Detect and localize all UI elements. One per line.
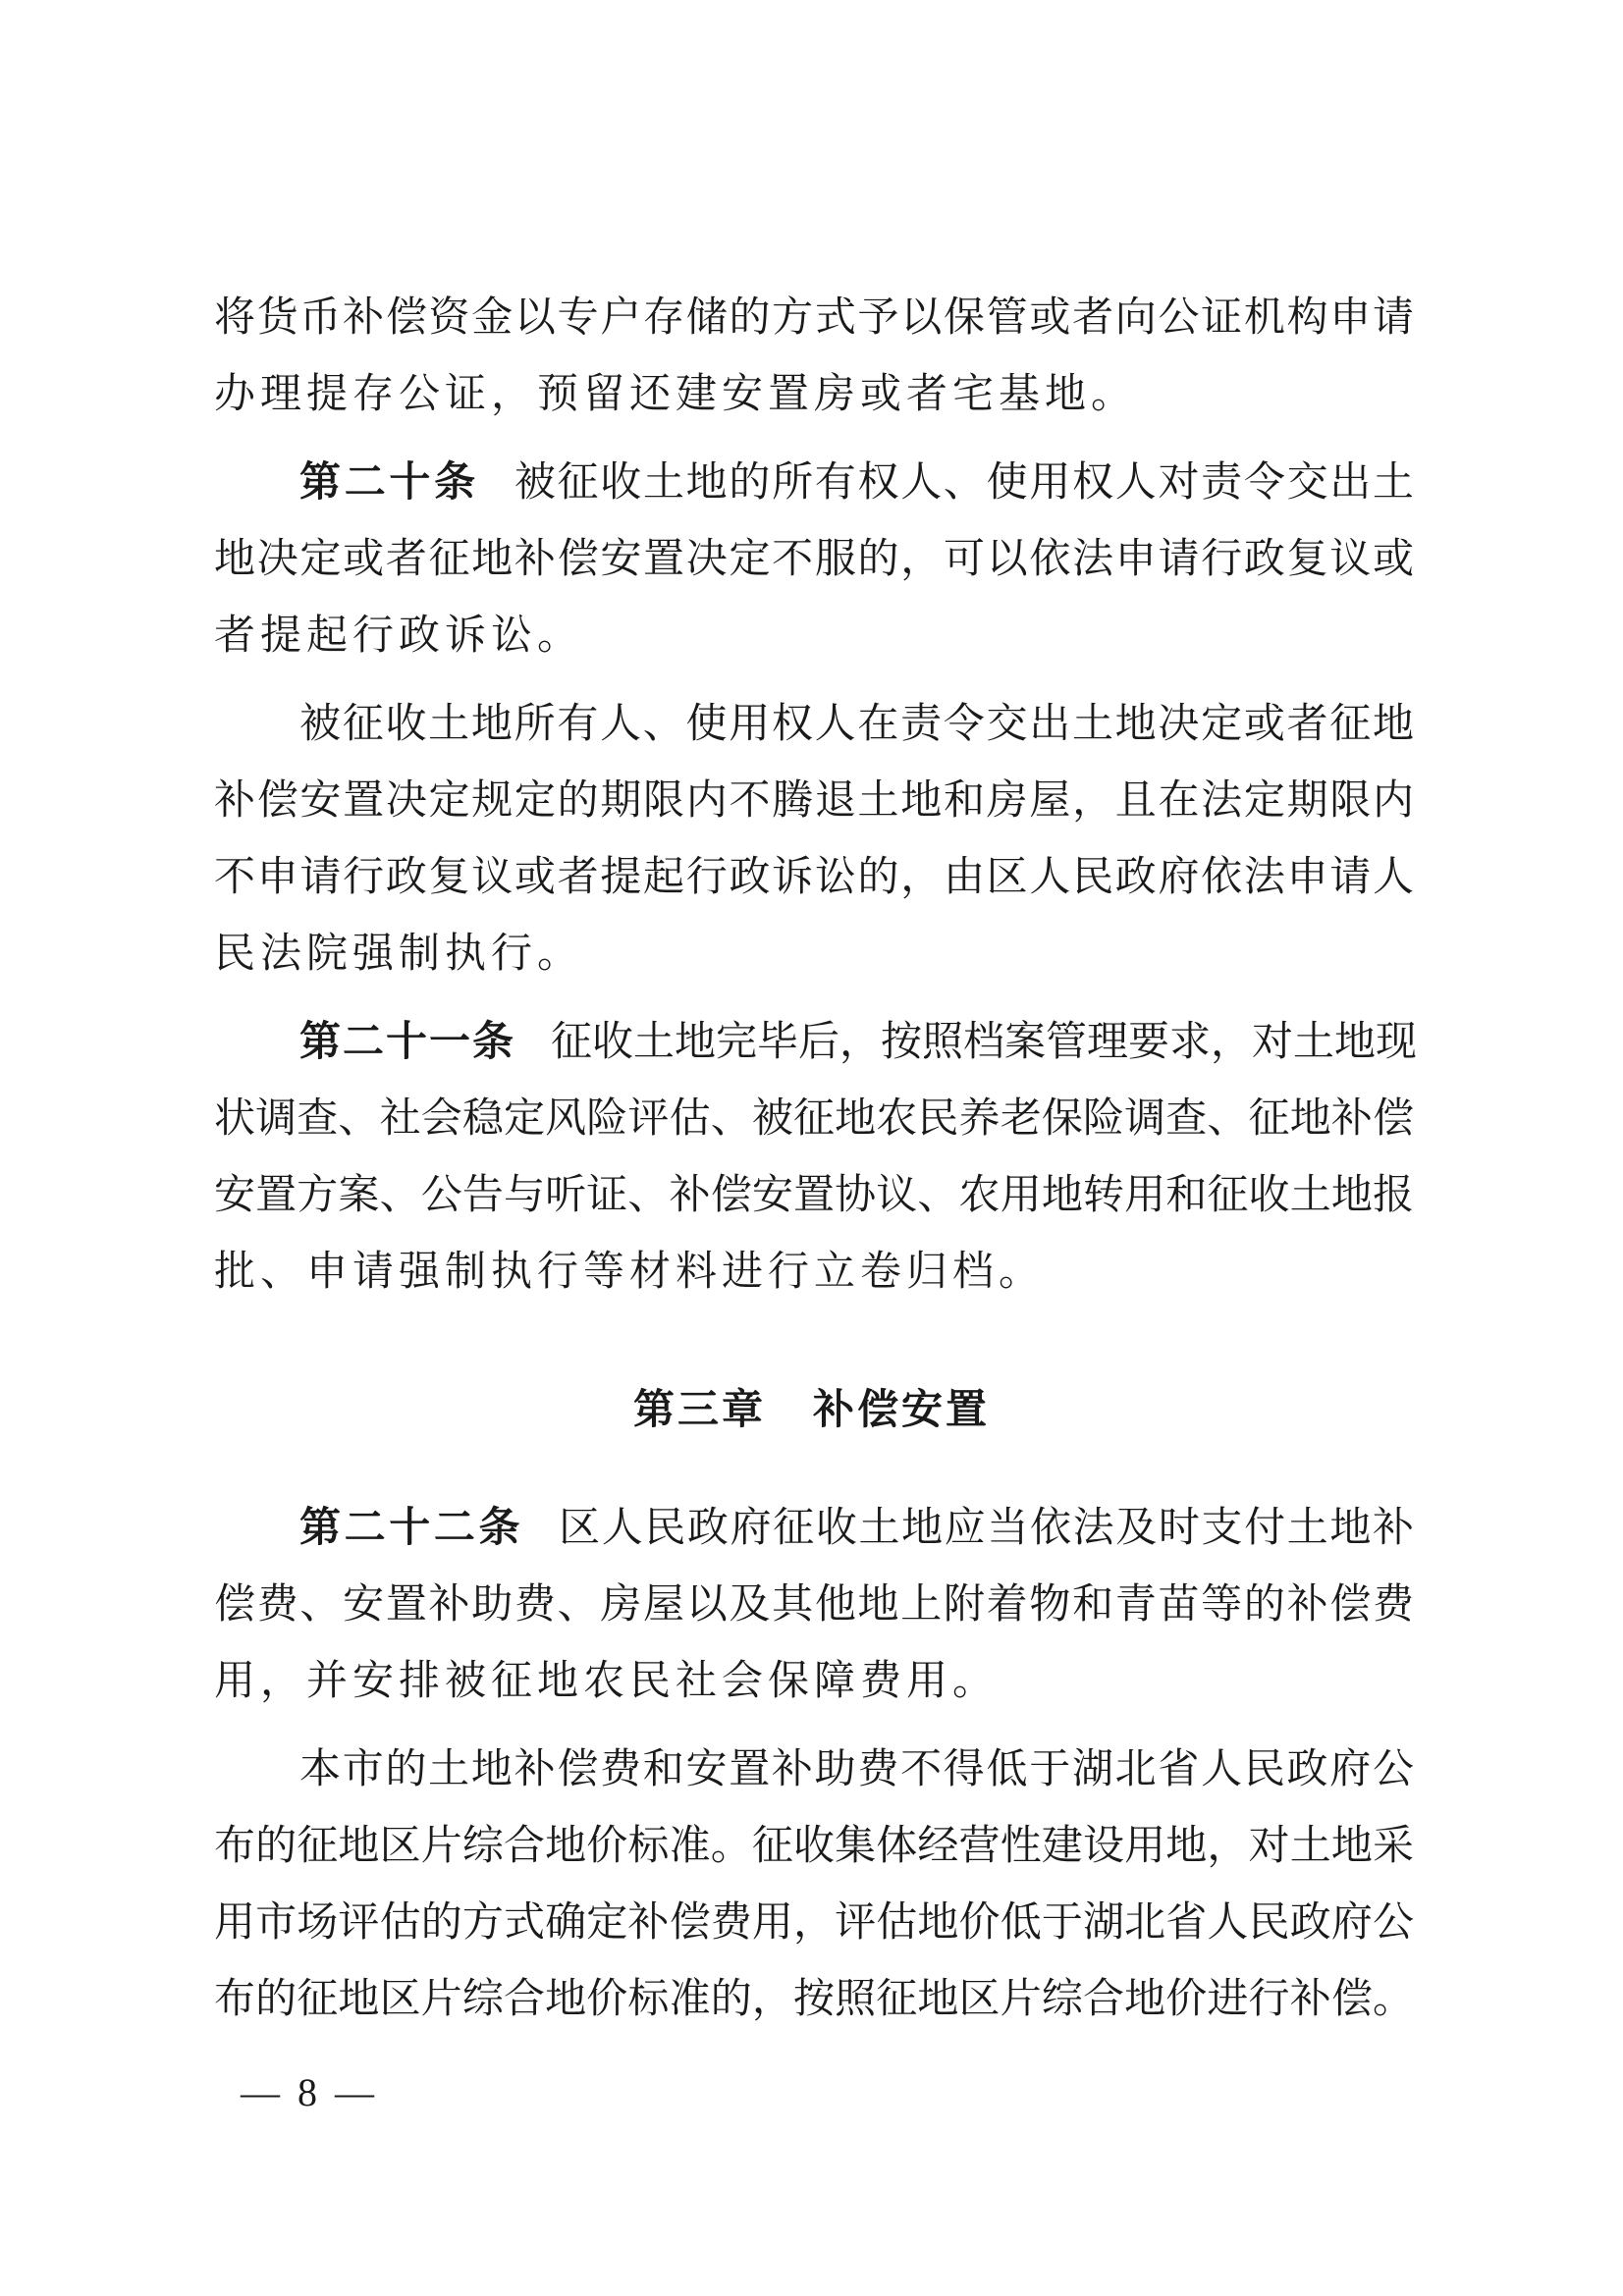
text-line: 者提起行政诉讼。 bbox=[214, 611, 584, 659]
article-heading: 第二十一条 bbox=[299, 1017, 516, 1065]
text-line: 地决定或者征地补偿安置决定不服的，可以依法申请行政复议或 bbox=[214, 534, 1414, 582]
text-line: 用，并安排被征地农民社会保障费用。 bbox=[214, 1656, 1000, 1704]
text-line: 区人民政府征收土地应当依法及时支付土地补 bbox=[559, 1503, 1414, 1551]
text-line: 状调查、社会稳定风险评估、被征地农民养老保险调查、征地补偿 bbox=[214, 1094, 1414, 1142]
text-line: 被征收土地的所有权人、使用权人对责令交出土 bbox=[514, 457, 1414, 506]
text-line: 不申请行政复议或者提起行政诉讼的，由区人民政府依法申请人 bbox=[214, 852, 1414, 900]
page-number: — 8 — bbox=[241, 2070, 378, 2114]
text-line: 批、申请强制执行等材料进行立卷归档。 bbox=[214, 1247, 1046, 1295]
text-line: 布的征地区片综合地价标准的，按照征地区片综合地价进行补偿。 bbox=[214, 1974, 1414, 2022]
text-line: 用市场评估的方式确定补偿费用，评估地价低于湖北省人民政府公 bbox=[214, 1897, 1414, 1946]
article-21-first-line bbox=[299, 1003, 1418, 1080]
text-line: 偿费、安置补助费、房屋以及其他地上附着物和青苗等的补偿费 bbox=[214, 1579, 1414, 1628]
text-line: 布的征地区片综合地价标准。征收集体经营性建设用地，对土地采 bbox=[214, 1821, 1414, 1869]
text-line: 本市的土地补偿费和安置补助费不得低于湖北省人民政府公 bbox=[299, 1744, 1414, 1792]
article-22-first-line bbox=[299, 1489, 1414, 1566]
article-20-first-line bbox=[299, 444, 1414, 520]
text-line: 安置方案、公告与听证、补偿安置协议、农用地转用和征收土地报 bbox=[214, 1170, 1414, 1218]
chapter-heading bbox=[0, 1371, 1623, 1448]
article-heading: 第二十二条 bbox=[299, 1503, 524, 1551]
text-line: 民法院强制执行。 bbox=[214, 929, 584, 977]
text-line: 征收土地完毕后，按照档案管理要求，对土地现 bbox=[551, 1017, 1418, 1065]
article-heading: 第二十条 bbox=[299, 457, 479, 506]
text-line: 办理提存公证，预留还建安置房或者宅基地。 bbox=[214, 369, 1138, 417]
chapter-number: 第三章 bbox=[632, 1385, 766, 1433]
text-line: 被征收土地所有人、使用权人在责令交出土地决定或者征地 bbox=[299, 699, 1414, 747]
text-line: 将货币补偿资金以专户存储的方式予以保管或者向公证机构申请 bbox=[214, 293, 1414, 341]
chapter-title: 补偿安置 bbox=[813, 1385, 991, 1433]
text-line: 补偿安置决定规定的期限内不腾退土地和房屋，且在法定期限内 bbox=[214, 775, 1414, 824]
